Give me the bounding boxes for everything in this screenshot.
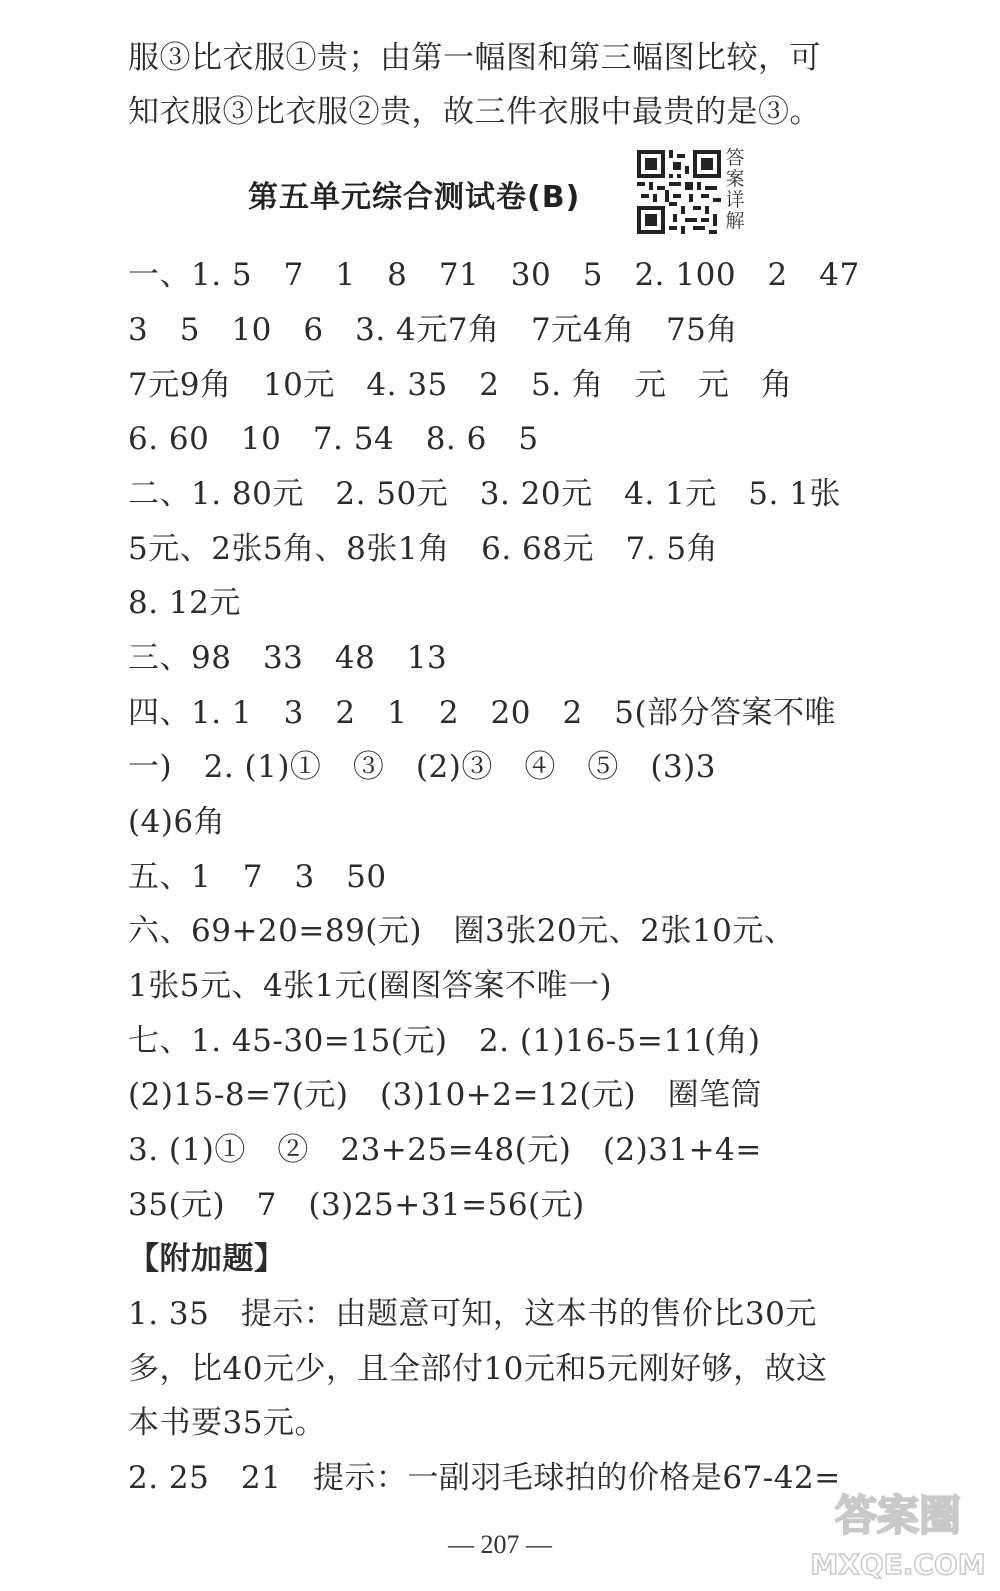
answer-line-3: 三、98 33 48 13 xyxy=(128,640,448,676)
answer-line-1: 一、1. 5 7 1 8 71 30 5 2. 100 2 47 xyxy=(128,257,860,293)
answer-line-7: 3. (1)① ② 23+25=48(元) (2)31+4= xyxy=(128,1132,762,1168)
text-line: 知衣服③比衣服②贵，故三件衣服中最贵的是③。 xyxy=(128,94,821,130)
answer-line-5: 五、1 7 3 50 xyxy=(128,859,387,895)
bonus-answer-line: 1. 35 提示：由题意可知，这本书的售价比30元 xyxy=(128,1296,817,1332)
section-title: 第五单元综合测试卷(B) xyxy=(248,180,581,215)
answer-line-4: (4)6角 xyxy=(128,804,226,840)
answer-line-4: 四、1. 1 3 2 1 2 20 2 5(部分答案不唯 xyxy=(128,695,837,731)
answer-line-2: 二、1. 80元 2. 50元 3. 20元 4. 1元 5. 1张 xyxy=(128,476,841,512)
watermark-logo-icon xyxy=(808,1478,988,1586)
bonus-heading: 【附加题】 xyxy=(128,1241,286,1277)
qr-caption: 答案详解 xyxy=(725,147,745,232)
page-number: — 207 — xyxy=(448,1530,552,1559)
answer-line-2: 5元、2张5角、8张1角 6. 68元 7. 5角 xyxy=(128,531,719,567)
answer-line-6: 六、69+20=89(元) 圈3张20元、2张10元、 xyxy=(128,913,796,949)
answer-line-7: 35(元) 7 (3)25+31=56(元) xyxy=(128,1187,585,1223)
answer-line-4: 一) 2. (1)① ③ (2)③ ④ ⑤ (3)3 xyxy=(128,749,716,785)
answer-line-2: 8. 12元 xyxy=(128,585,241,621)
bonus-answer-line: 2. 25 21 提示：一副羽毛球拍的价格是67-42= xyxy=(128,1460,841,1496)
answer-line-7: (2)15-8=7(元) (3)10+2=12(元) 圈笔筒 xyxy=(128,1077,763,1113)
qr-code-icon[interactable] xyxy=(637,150,721,234)
answer-line-1: 7元9角 10元 4. 35 2 5. 角 元 元 角 xyxy=(128,367,793,403)
svg-text:答案圈: 答案圈 xyxy=(834,1491,962,1540)
answer-line-7: 七、1. 45-30=15(元) 2. (1)16-5=11(角) xyxy=(128,1023,761,1059)
bonus-answer-line: 多，比40元少，且全部付10元和5元刚好够，故这 xyxy=(128,1351,828,1387)
bonus-answer-line: 本书要35元。 xyxy=(128,1405,326,1441)
text-line: 服③比衣服①贵；由第一幅图和第三幅图比较，可 xyxy=(128,40,821,76)
svg-text:MXQE.COM: MXQE.COM xyxy=(810,1548,986,1581)
answer-line-1: 6. 60 10 7. 54 8. 6 5 xyxy=(128,421,539,457)
answer-line-6: 1张5元、4张1元(圈图答案不唯一) xyxy=(128,968,613,1004)
answer-line-1: 3 5 10 6 3. 4元7角 7元4角 75角 xyxy=(128,312,738,348)
